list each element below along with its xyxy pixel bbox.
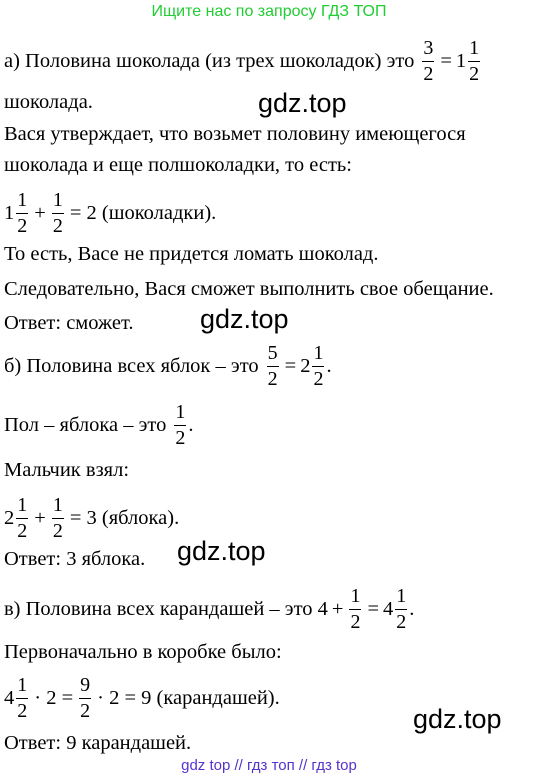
denominator: 2: [423, 63, 434, 85]
denominator: 2: [52, 520, 63, 542]
part-a-line-6: То есть, Васе не придется ломать шоколад.: [4, 243, 379, 265]
denominator: 2: [17, 520, 28, 542]
expression-result: · 2 = 9 (карандашей).: [97, 686, 280, 709]
part-a-line-7: Следовательно, Вася сможет выполнить свое обещание.: [4, 278, 494, 300]
part-a-expression: [4, 190, 216, 236]
fraction-one-half: [174, 402, 186, 448]
top-banner: Ищите нас по запросу ГДЗ ТОП: [151, 3, 387, 20]
plus-sign: +: [34, 201, 46, 224]
equals-sign: =: [440, 49, 452, 72]
mixed-whole: 4: [383, 597, 394, 620]
fraction-one-half: [52, 495, 64, 541]
part-a-line-1: [4, 38, 482, 84]
part-a-line-3: Вася утверждает, что возьмет половину имеющегося: [4, 123, 466, 145]
denominator: 2: [469, 63, 480, 85]
mixed-whole: 4: [4, 686, 15, 709]
watermark: gdz.top: [413, 704, 502, 734]
part-c-line-1: [4, 586, 414, 632]
fraction-five-halves: [267, 343, 279, 389]
part-b-expression: [4, 495, 179, 541]
fraction-one-half: [16, 190, 28, 236]
plus-sign: +: [34, 506, 46, 529]
plus-sign: +: [331, 597, 344, 620]
denominator: 2: [80, 700, 91, 722]
equals-sign: =: [367, 597, 380, 620]
numerator: 1: [395, 586, 407, 610]
numerator: 1: [468, 38, 480, 62]
numerator: 1: [16, 495, 28, 519]
part-a-intro: а) Половина шоколада (из трех шоколадок) это: [4, 49, 415, 72]
fraction-three-halves: [422, 38, 434, 84]
fraction-one-half: [395, 586, 407, 632]
equals-sign: =: [284, 354, 297, 377]
fraction-one-half: [468, 38, 480, 84]
numerator: 1: [174, 402, 186, 426]
fraction-nine-halves: [79, 675, 91, 721]
part-b-answer: Ответ: 3 яблока.: [4, 548, 146, 570]
fraction-one-half: [52, 190, 64, 236]
watermark: gdz.top: [177, 536, 266, 566]
multiply-equals: · 2 =: [34, 686, 74, 709]
numerator: 5: [267, 343, 279, 367]
numerator: 1: [349, 586, 361, 610]
part-a-line-2: шоколада.: [4, 91, 93, 113]
watermark: gdz.top: [200, 304, 289, 334]
part-b-line-3: Мальчик взял:: [4, 459, 130, 481]
numerator: 3: [422, 38, 434, 62]
numerator: 1: [16, 675, 28, 699]
numerator: 1: [312, 343, 324, 367]
denominator: 2: [17, 700, 28, 722]
expression-result: = 2 (шоколадки).: [69, 201, 217, 224]
denominator: 2: [313, 368, 324, 390]
fraction-one-half: [16, 495, 28, 541]
mixed-whole: 2: [4, 506, 15, 529]
numerator: 1: [52, 495, 64, 519]
period: .: [409, 597, 415, 620]
denominator: 2: [175, 427, 186, 449]
part-c-intro: в) Половина всех карандашей – это 4: [4, 597, 328, 620]
fraction-one-half: [312, 343, 324, 389]
numerator: 9: [79, 675, 91, 699]
part-b-line-2: [4, 402, 193, 448]
expression-result: = 3 (яблока).: [69, 506, 180, 529]
mixed-whole: 1: [4, 201, 15, 224]
numerator: 1: [16, 190, 28, 214]
denominator: 2: [52, 215, 63, 237]
part-a-answer: Ответ: сможет.: [4, 312, 134, 334]
part-a-line-4: шоколада и еще полшоколадки, то есть:: [4, 154, 352, 176]
denominator: 2: [267, 368, 278, 390]
numerator: 1: [52, 190, 64, 214]
part-b-intro: б) Половина всех яблок – это: [4, 354, 259, 377]
watermark: gdz.top: [258, 88, 347, 118]
denominator: 2: [350, 611, 361, 633]
mixed-whole: 1: [455, 49, 467, 72]
denominator: 2: [396, 611, 407, 633]
part-b-half-apple: Пол – яблока – это: [4, 413, 167, 436]
fraction-one-half: [16, 675, 28, 721]
fraction-one-half: [349, 586, 361, 632]
part-c-answer: Ответ: 9 карандашей.: [4, 732, 192, 754]
part-b-line-1: [4, 343, 332, 389]
denominator: 2: [17, 215, 28, 237]
part-c-expression: [4, 675, 280, 721]
mixed-whole: 2: [300, 354, 311, 377]
bottom-banner: gdz top // гдз топ // гдз top: [181, 757, 357, 774]
period: .: [188, 413, 194, 436]
part-c-line-2: Первоначально в коробке было:: [4, 641, 282, 663]
period: .: [326, 354, 332, 377]
